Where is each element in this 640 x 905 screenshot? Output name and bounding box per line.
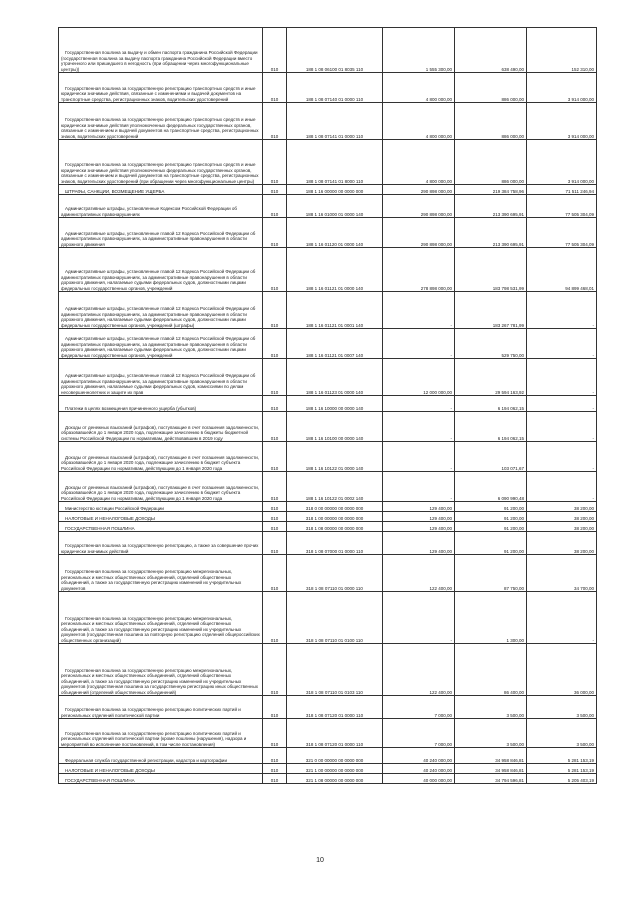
row-code: 010 (263, 512, 287, 522)
row-code: 010 (263, 532, 287, 555)
row-plan-value: - (383, 592, 455, 644)
row-name: ШТРАФЫ, САНКЦИИ, ВОЗМЕЩЕНИЕ УЩЕРБА (59, 185, 263, 195)
row-rest-value: 3 914 000,00 (527, 103, 597, 140)
row-name: Федеральная служба государственной регистрации, кадастра и картографии (59, 748, 263, 764)
row-code: 010 (263, 359, 287, 396)
table-row (59, 532, 597, 555)
row-plan-value: 290 898 000,00 (383, 195, 455, 218)
row-name: Государственная пошлина за государственную регистрацию межрегиональных, региональных и местных общественных объединений, отделений общественных объединений, а также за государственную регистрацию изменений их учредительных документов (59, 555, 263, 592)
row-code: 010 (263, 748, 287, 764)
row-code: 010 (263, 329, 287, 359)
row-kbk: 188 1 16 01121 01 0007 140 (287, 329, 383, 359)
page-number: 10 (316, 857, 324, 864)
row-plan-value: 129 400,00 (383, 502, 455, 512)
table-row (59, 195, 597, 218)
row-kbk: 318 1 08 07000 01 0000 110 (287, 532, 383, 555)
row-rest-value: - (527, 412, 597, 442)
row-fact-value: 886 000,00 (455, 140, 527, 185)
row-code: 010 (263, 412, 287, 442)
row-plan-value: 122 400,00 (383, 644, 455, 696)
row-fact-value: 91 200,00 (455, 512, 527, 522)
row-rest-value: 3 500,00 (527, 696, 597, 719)
row-plan-value: 40 000 000,00 (383, 774, 455, 784)
row-kbk: 188 1 16 01000 01 0000 140 (287, 195, 383, 218)
row-rest-value: 34 700,00 (527, 555, 597, 592)
row-name: Министерство юстиции Российской Федерации (59, 502, 263, 512)
row-plan-value: - (383, 292, 455, 329)
row-code: 010 (263, 103, 287, 140)
row-plan-value: 122 400,00 (383, 555, 455, 592)
row-fact-value: 529 750,00 (455, 329, 527, 359)
table-row (59, 412, 597, 442)
row-name: Административные штрафы, установленные Кодексом Российской Федерации об административных правонарушениях (59, 195, 263, 218)
table-row (59, 140, 597, 185)
row-name: Доходы от денежных взысканий (штрафов), поступающие в счет погашения задолженности, образовавшейся до 1 января 2020 года, подлежащие зачислению в бюджет субъекта Российской Федерации по нормативам, действующим до 1 января 2020 года (59, 472, 263, 502)
row-name: Административные штрафы, установленные главой 12 Кодекса Российской Федерации об административных правонарушениях, за административные правонарушения в области дорожного движения, налагаемые судьями федеральных судов, должностными лицами федеральных государственных органов, учреждений (59, 248, 263, 292)
row-kbk: 188 1 16 10000 00 0000 140 (287, 396, 383, 412)
row-code: 010 (263, 774, 287, 784)
row-plan-value: 278 898 000,00 (383, 248, 455, 292)
row-kbk: 188 1 16 10100 00 0000 140 (287, 412, 383, 442)
row-code: 010 (263, 522, 287, 532)
row-fact-value: 1 300,00 (455, 592, 527, 644)
row-code: 010 (263, 764, 287, 774)
row-fact-value: 3 500,00 (455, 719, 527, 748)
table-row (59, 73, 597, 103)
row-plan-value: 4 800 000,00 (383, 103, 455, 140)
row-rest-value: 71 511 246,94 (527, 185, 597, 195)
row-fact-value: 183 267 781,99 (455, 292, 527, 329)
row-fact-value: 87 750,00 (455, 555, 527, 592)
row-plan-value: 290 898 000,00 (383, 185, 455, 195)
table-row (59, 696, 597, 719)
row-code: 010 (263, 696, 287, 719)
table-row (59, 502, 597, 512)
row-kbk: 318 1 00 00000 00 0000 000 (287, 512, 383, 522)
row-fact-value: 6 090 990,48 (455, 472, 527, 502)
table-body (59, 28, 597, 784)
row-fact-value: 6 194 062,15 (455, 412, 527, 442)
table-row (59, 764, 597, 774)
table-row (59, 185, 597, 195)
row-name: Государственная пошлина за государственную регистрацию транспортных средств и иные юридически значимые действия, связанные с изменениями и выдачей документов на транспортные средства, регистрационных знаков, водительских удостоверений (59, 73, 263, 103)
row-rest-value: - (527, 472, 597, 502)
row-kbk: 318 1 08 07110 01 0103 110 (287, 644, 383, 696)
row-plan-value: 40 240 000,00 (383, 764, 455, 774)
row-name: Государственная пошлина за государственную регистрацию политических партий и региональных отделений политической партии (59, 696, 263, 719)
row-name: Государственная пошлина за государственную регистрацию транспортных средств и иные юридически значимые действия уполномоченных федеральных государственных органов, связанные с изменением и выдачей документов на транспортные средства, регистрационных знаков, водительских удостоверений (59, 103, 263, 140)
row-name: НАЛОГОВЫЕ И НЕНАЛОГОВЫЕ ДОХОДЫ (59, 512, 263, 522)
row-rest-value: 38 200,00 (527, 502, 597, 512)
row-fact-value: 638 490,00 (455, 28, 527, 73)
row-rest-value: 3 914 000,00 (527, 73, 597, 103)
row-fact-value: 183 798 531,99 (455, 248, 527, 292)
table-row (59, 218, 597, 248)
row-plan-value: - (383, 396, 455, 412)
row-rest-value: 5 205 403,19 (527, 774, 597, 784)
row-code: 010 (263, 292, 287, 329)
table-row (59, 472, 597, 502)
row-fact-value: 213 390 695,91 (455, 218, 527, 248)
row-fact-value: 91 200,00 (455, 532, 527, 555)
row-plan-value: - (383, 412, 455, 442)
row-plan-value: 12 000 000,00 (383, 359, 455, 396)
row-fact-value: 91 200,00 (455, 522, 527, 532)
row-fact-value: 213 390 695,91 (455, 195, 527, 218)
row-plan-value: - (383, 472, 455, 502)
row-rest-value: 38 200,00 (527, 532, 597, 555)
row-plan-value: 129 400,00 (383, 512, 455, 522)
row-kbk: 321 0 00 00000 00 0000 000 (287, 748, 383, 764)
table-row (59, 28, 597, 73)
row-kbk: 321 1 00 00000 00 0000 000 (287, 764, 383, 774)
row-rest-value: - (527, 592, 597, 644)
row-name: ГОСУДАРСТВЕННАЯ ПОШЛИНА (59, 522, 263, 532)
row-code: 010 (263, 555, 287, 592)
row-code: 010 (263, 442, 287, 472)
row-rest-value: 94 899 468,01 (527, 248, 597, 292)
row-rest-value: 3 914 000,00 (527, 140, 597, 185)
row-name: Государственная пошлина за государственную регистрацию межрегиональных, региональных и местных общественных объединений, отделений общественных объединений, а также за государственную регистрацию изменений их учредительных документов (государственная пошлина за повторную регистрацию отделений общероссийских общественных организаций) (59, 592, 263, 644)
row-code: 010 (263, 195, 287, 218)
row-code: 010 (263, 472, 287, 502)
row-kbk: 318 1 08 07120 01 0000 110 (287, 719, 383, 748)
row-plan-value: - (383, 329, 455, 359)
table-row (59, 748, 597, 764)
row-plan-value: 4 800 000,00 (383, 73, 455, 103)
row-name: НАЛОГОВЫЕ И НЕНАЛОГОВЫЕ ДОХОДЫ (59, 764, 263, 774)
row-fact-value: 86 400,00 (455, 644, 527, 696)
row-rest-value: 5 281 153,19 (527, 748, 597, 764)
row-kbk: 188 1 16 01121 01 0000 140 (287, 248, 383, 292)
row-plan-value: 4 800 000,00 (383, 140, 455, 185)
row-plan-value: 7 000,00 (383, 719, 455, 748)
table-row (59, 359, 597, 396)
row-rest-value: 38 200,00 (527, 512, 597, 522)
row-kbk: 188 1 08 07141 01 0000 110 (287, 103, 383, 140)
row-kbk: 318 1 08 00000 00 0000 000 (287, 522, 383, 532)
row-plan-value: 7 000,00 (383, 696, 455, 719)
row-code: 010 (263, 140, 287, 185)
row-name: Государственная пошлина за государственную регистрацию транспортных средств и иные юридически значимые действия уполномоченных федеральных государственных органов, связанные с изменением и выдачей документов на транспортные средства, регистрационных знаков, водительских удостоверений (при обращении через многофункциональные центры) (59, 140, 263, 185)
row-rest-value: - (527, 442, 597, 472)
row-code: 010 (263, 218, 287, 248)
row-fact-value: 6 194 062,15 (455, 396, 527, 412)
table-row (59, 103, 597, 140)
row-kbk: 318 1 08 07120 01 0000 110 (287, 696, 383, 719)
row-code: 010 (263, 719, 287, 748)
row-kbk: 188 1 16 10122 01 0002 140 (287, 472, 383, 502)
row-fact-value: 29 594 163,92 (455, 359, 527, 396)
row-name: Государственная пошлина за государственную регистрацию политических партий и региональных отделений политической партии (кроме пошлины (нарушения), надзора и мероприятий во исполнение постановлений, в том числе постановления) (59, 719, 263, 748)
row-name: Административные штрафы, установленные главой 12 Кодекса Российской Федерации об административных правонарушениях, за административные правонарушения в области дорожного движения, налагаемые судьями федеральных судов, должностными лицами федеральных государственных органов, учреждений (штрафы) (59, 292, 263, 329)
row-fact-value: 103 071,67 (455, 442, 527, 472)
row-kbk: 188 1 08 07140 01 0000 110 (287, 73, 383, 103)
row-code: 010 (263, 396, 287, 412)
row-rest-value: 3 500,00 (527, 719, 597, 748)
row-kbk: 318 0 00 00000 00 0000 000 (287, 502, 383, 512)
table-row (59, 442, 597, 472)
table-row (59, 248, 597, 292)
row-fact-value: 34 958 846,81 (455, 764, 527, 774)
row-fact-value: 34 958 846,81 (455, 748, 527, 764)
row-rest-value: - (527, 329, 597, 359)
row-kbk: 188 1 16 10122 01 0000 140 (287, 442, 383, 472)
table-row (59, 644, 597, 696)
row-code: 010 (263, 28, 287, 73)
row-fact-value: 3 500,00 (455, 696, 527, 719)
row-fact-value: 34 794 596,81 (455, 774, 527, 784)
row-rest-value: 38 200,00 (527, 522, 597, 532)
table-row (59, 719, 597, 748)
row-name: Административные штрафы, установленные главой 12 Кодекса Российской Федерации об административных правонарушениях, за административные правонарушения в области дорожного движения, налагаемые судьями федеральных судов, должностными лицами федеральных государственных органов, учреждений (59, 329, 263, 359)
report-sheet (58, 27, 596, 784)
row-plan-value: 1 555 300,00 (383, 28, 455, 73)
row-rest-value: 77 505 304,09 (527, 195, 597, 218)
row-plan-value: - (383, 442, 455, 472)
row-rest-value: - (527, 359, 597, 396)
row-fact-value: 886 000,00 (455, 73, 527, 103)
row-rest-value: 77 505 304,09 (527, 218, 597, 248)
row-rest-value: 152 310,00 (527, 28, 597, 73)
table-row (59, 522, 597, 532)
row-fact-value: 886 000,00 (455, 103, 527, 140)
row-plan-value: 290 898 000,00 (383, 218, 455, 248)
row-plan-value: 40 240 000,00 (383, 748, 455, 764)
table-row (59, 512, 597, 522)
row-kbk: 321 1 08 00000 00 0000 000 (287, 774, 383, 784)
revenue-table (58, 27, 597, 784)
row-name: Доходы от денежных взысканий (штрафов), поступающие в счет погашения задолженности, образовавшейся до 1 января 2020 года, подлежащие зачислению в бюджеты бюджетной системы Российской Федерации по нормативам, действовавшим в 2019 году (59, 412, 263, 442)
row-name: ГОСУДАРСТВЕННАЯ ПОШЛИНА (59, 774, 263, 784)
row-name: Административные штрафы, установленные главой 12 Кодекса Российской Федерации об административных правонарушениях, за административные правонарушения в области дорожного движения, налагаемые судьями федеральных судов, комиссиями по делам несовершеннолетних и защите их прав (59, 359, 263, 396)
table-row (59, 396, 597, 412)
row-rest-value: - (527, 396, 597, 412)
row-code: 010 (263, 73, 287, 103)
table-row (59, 774, 597, 784)
row-kbk: 188 1 16 01120 01 0000 140 (287, 218, 383, 248)
row-name: Административные штрафы, установленные главой 12 Кодекса Российской Федерации об административных правонарушениях, за административные правонарушения в области дорожного движения (59, 218, 263, 248)
table-row (59, 292, 597, 329)
row-name: Государственная пошлина за государственную регистрацию, а также за совершение прочих юридически значимых действий (59, 532, 263, 555)
row-rest-value: 36 000,00 (527, 644, 597, 696)
row-code: 010 (263, 592, 287, 644)
table-row (59, 592, 597, 644)
row-kbk: 188 1 16 01123 01 0000 140 (287, 359, 383, 396)
row-kbk: 188 1 16 01121 01 0001 140 (287, 292, 383, 329)
row-fact-value: 219 384 758,96 (455, 185, 527, 195)
row-kbk: 318 1 08 07110 01 0100 110 (287, 592, 383, 644)
row-code: 010 (263, 502, 287, 512)
row-kbk: 318 1 08 07110 01 0000 110 (287, 555, 383, 592)
row-code: 010 (263, 248, 287, 292)
row-rest-value: 5 281 153,19 (527, 764, 597, 774)
row-code: 010 (263, 185, 287, 195)
row-code: 010 (263, 644, 287, 696)
row-kbk: 188 1 08 07141 01 8000 110 (287, 140, 383, 185)
row-name: Государственная пошлина за государственную регистрацию межрегиональных, региональных и местных общественных объединений, отделений общественных объединений, а также за государственную регистрацию изменений их учредительных документов (государственная пошлина за государственную регистрацию иных общественных объединений (отделений общественных объединений) (59, 644, 263, 696)
row-kbk: 188 1 08 06100 01 8035 110 (287, 28, 383, 73)
row-rest-value: - (527, 292, 597, 329)
row-plan-value: 129 400,00 (383, 532, 455, 555)
table-row (59, 329, 597, 359)
row-kbk: 188 1 16 00000 00 0000 000 (287, 185, 383, 195)
row-name: Государственная пошлина за выдачу и обмен паспорта гражданина Российской Федерации (государственная пошлина за выдачу паспорта гражданина Российской Федерации вместо утраченного или пришедшего в негодность (при обращении через многофункциональные центры)) (59, 28, 263, 73)
row-name: Платежи в целях возмещения причиненного ущерба (убытков) (59, 396, 263, 412)
row-fact-value: 91 200,00 (455, 502, 527, 512)
row-name: Доходы от денежных взысканий (штрафов), поступающие в счет погашения задолженности, образовавшейся до 1 января 2020 года, подлежащие зачислению в бюджет субъекта Российской Федерации по нормативам, действующим до 1 января 2020 года (59, 442, 263, 472)
row-plan-value: 129 400,00 (383, 522, 455, 532)
table-row (59, 555, 597, 592)
